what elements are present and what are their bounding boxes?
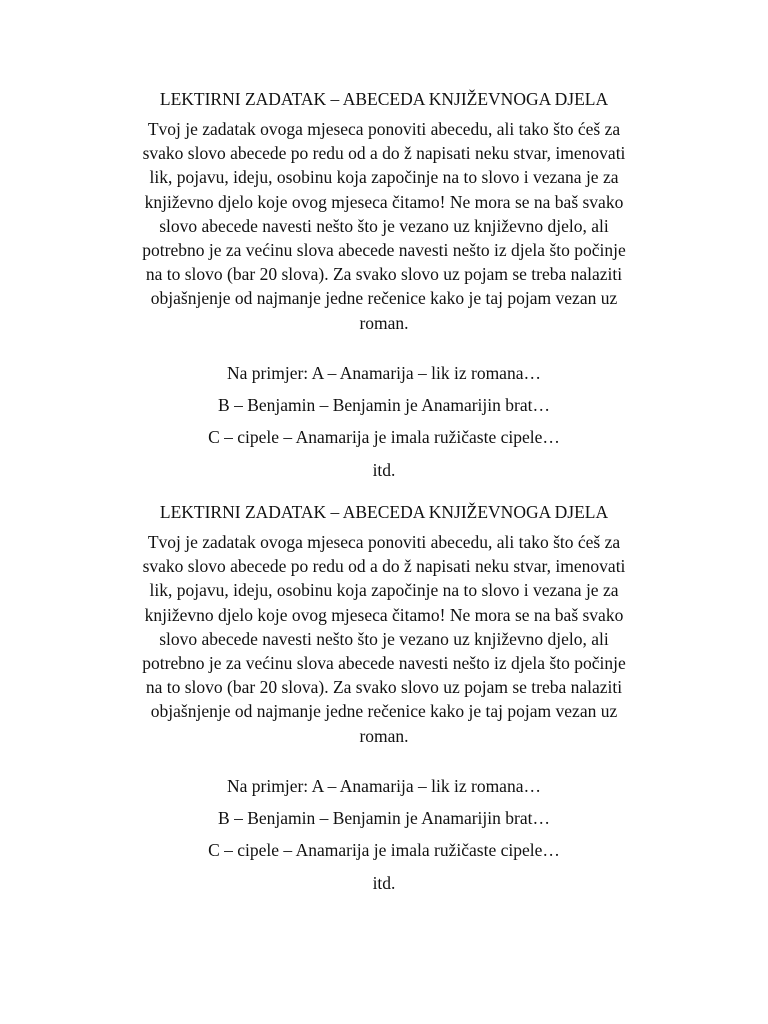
- example-line-a: Na primjer: A – Anamarija – lik iz romana…: [227, 775, 541, 796]
- example-line-c: C – cipele – Anamarija je imala ružičaste cipele…: [208, 426, 560, 447]
- instruction-line: slovo abecede navesti nešto što je vezano uz književno djelo, ali: [159, 215, 609, 236]
- assignment-instructions: [94, 530, 674, 748]
- example-line-c: C – cipele – Anamarija je imala ružičaste cipele…: [208, 839, 560, 860]
- instruction-line: Tvoj je zadatak ovoga mjeseca ponoviti abecedu, ali tako što ćeš za: [147, 532, 621, 552]
- instruction-line: svako slovo abecede po redu od a do ž napisati neku stvar, imenovati: [142, 143, 626, 164]
- instruction-line: roman.: [359, 725, 409, 746]
- instruction-line: na to slovo (bar 20 slova). Za svako slovo uz pojam se treba nalaziti: [145, 264, 623, 285]
- assignment-section: [94, 87, 674, 482]
- example-line-a: Na primjer: A – Anamarija – lik iz romana…: [227, 362, 541, 383]
- instruction-line: slovo abecede navesti nešto što je vezano uz književno djelo, ali: [159, 628, 609, 649]
- instruction-line: lik, pojavu, ideju, osobinu koja započinje na to slovo i vezana je za: [149, 167, 619, 188]
- instruction-line: na to slovo (bar 20 slova). Za svako slovo uz pojam se treba nalaziti: [145, 677, 623, 698]
- instruction-line: književno djelo koje ovog mjeseca čitamo! Ne mora se na baš svako: [144, 604, 624, 625]
- example-line-b: B – Benjamin – Benjamin je Anamarijin brat…: [218, 394, 550, 415]
- instruction-line: potrebno je za većinu slova abecede navesti nešto iz djela što počinje: [142, 240, 626, 261]
- assignment-title: LEKTIRNI ZADATAK – ABECEDA KNJIŽEVNOGA DJELA: [159, 89, 609, 109]
- instruction-line: objašnjenje od najmanje jedne rečenice kako je taj pojam vezan uz: [150, 288, 618, 309]
- instruction-line: svako slovo abecede po redu od a do ž napisati neku stvar, imenovati: [142, 556, 626, 577]
- assignment-instructions: [94, 117, 674, 335]
- instruction-line: Tvoj je zadatak ovoga mjeseca ponoviti abecedu, ali tako što ćeš za: [147, 119, 621, 139]
- assignment-section: [94, 500, 674, 895]
- example-line-etc: itd.: [372, 872, 396, 893]
- instruction-line: književno djelo koje ovog mjeseca čitamo! Ne mora se na baš svako: [144, 191, 624, 212]
- instruction-line: lik, pojavu, ideju, osobinu koja započinje na to slovo i vezana je za: [149, 580, 619, 601]
- instruction-line: potrebno je za većinu slova abecede navesti nešto iz djela što počinje: [142, 653, 626, 674]
- assignment-title: LEKTIRNI ZADATAK – ABECEDA KNJIŽEVNOGA DJELA: [159, 502, 609, 522]
- instruction-line: objašnjenje od najmanje jedne rečenice kako je taj pojam vezan uz: [150, 701, 618, 722]
- example-line-etc: itd.: [372, 459, 396, 480]
- instruction-line: roman.: [359, 312, 409, 333]
- example-line-b: B – Benjamin – Benjamin je Anamarijin brat…: [218, 807, 550, 828]
